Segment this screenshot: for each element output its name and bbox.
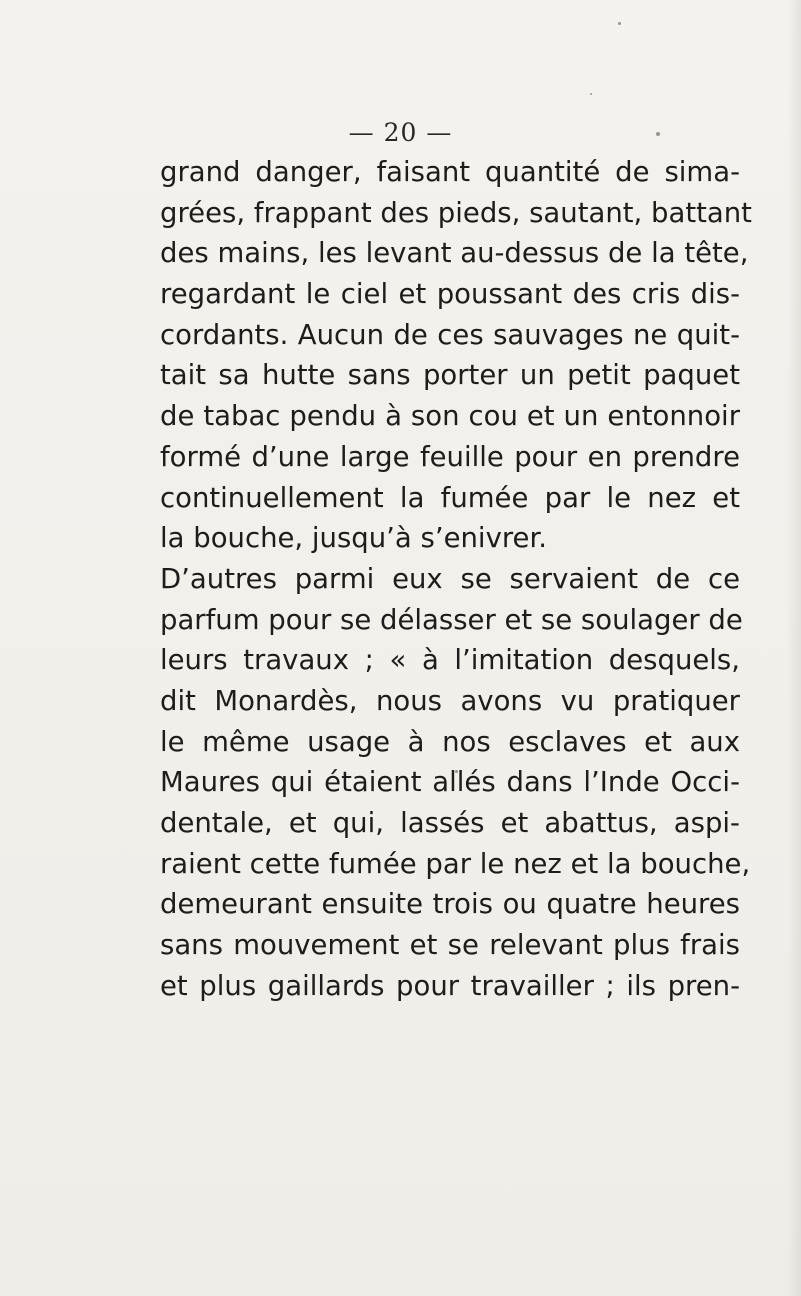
- text-line: des mains, les levant au-dessus de la tête,: [160, 237, 749, 270]
- text-line: tait sa hutte sans porter un petit paquet: [160, 359, 740, 392]
- text-line: grées, frappant des pieds, sautant, battant: [160, 196, 752, 229]
- text-line: parfum pour se délasser et se soulager de: [160, 603, 743, 636]
- text-line: grand danger, faisant quantité de sima-: [160, 156, 740, 188]
- text-line: la bouche, jusqu’à s’enivrer.: [160, 522, 547, 555]
- page-edge-shadow: [787, 0, 801, 1296]
- text-line: raient cette fumée par le nez et la bouche,: [160, 847, 751, 880]
- ink-speck: [590, 93, 592, 95]
- text-line: sans mouvement et se relevant plus frais: [160, 929, 740, 962]
- text-line: Maures qui étaient allés dans l’Inde Occi-: [160, 766, 740, 799]
- text-line: et plus gaillards pour travailler ; ils pren-: [160, 969, 740, 1002]
- text-line: cordants. Aucun de ces sauvages ne quit-: [160, 318, 740, 351]
- page-number: — 20 —: [348, 118, 453, 147]
- text-line: regardant le ciel et poussant des cris dis-: [160, 278, 740, 311]
- text-line: de tabac pendu à son cou et un entonnoir: [160, 400, 740, 433]
- body-text: [160, 152, 752, 1006]
- text-line: D’autres parmi eux se servaient de ce: [160, 562, 740, 595]
- text-line: leurs travaux ; « à l’imitation desquels,: [160, 644, 740, 677]
- text-line: formé d’une large feuille pour en prendre: [160, 440, 740, 473]
- text-line: dentale, et qui, lassés et abattus, aspi-: [160, 807, 740, 839]
- text-line: continuellement la fumée par le nez et: [160, 481, 740, 514]
- ink-speck: [618, 22, 621, 25]
- text-line: demeurant ensuite trois ou quatre heures: [160, 888, 740, 921]
- text-line: le même usage à nos esclaves et aux: [160, 725, 740, 758]
- text-line: dit Monardès, nous avons vu pratiquer: [160, 684, 740, 717]
